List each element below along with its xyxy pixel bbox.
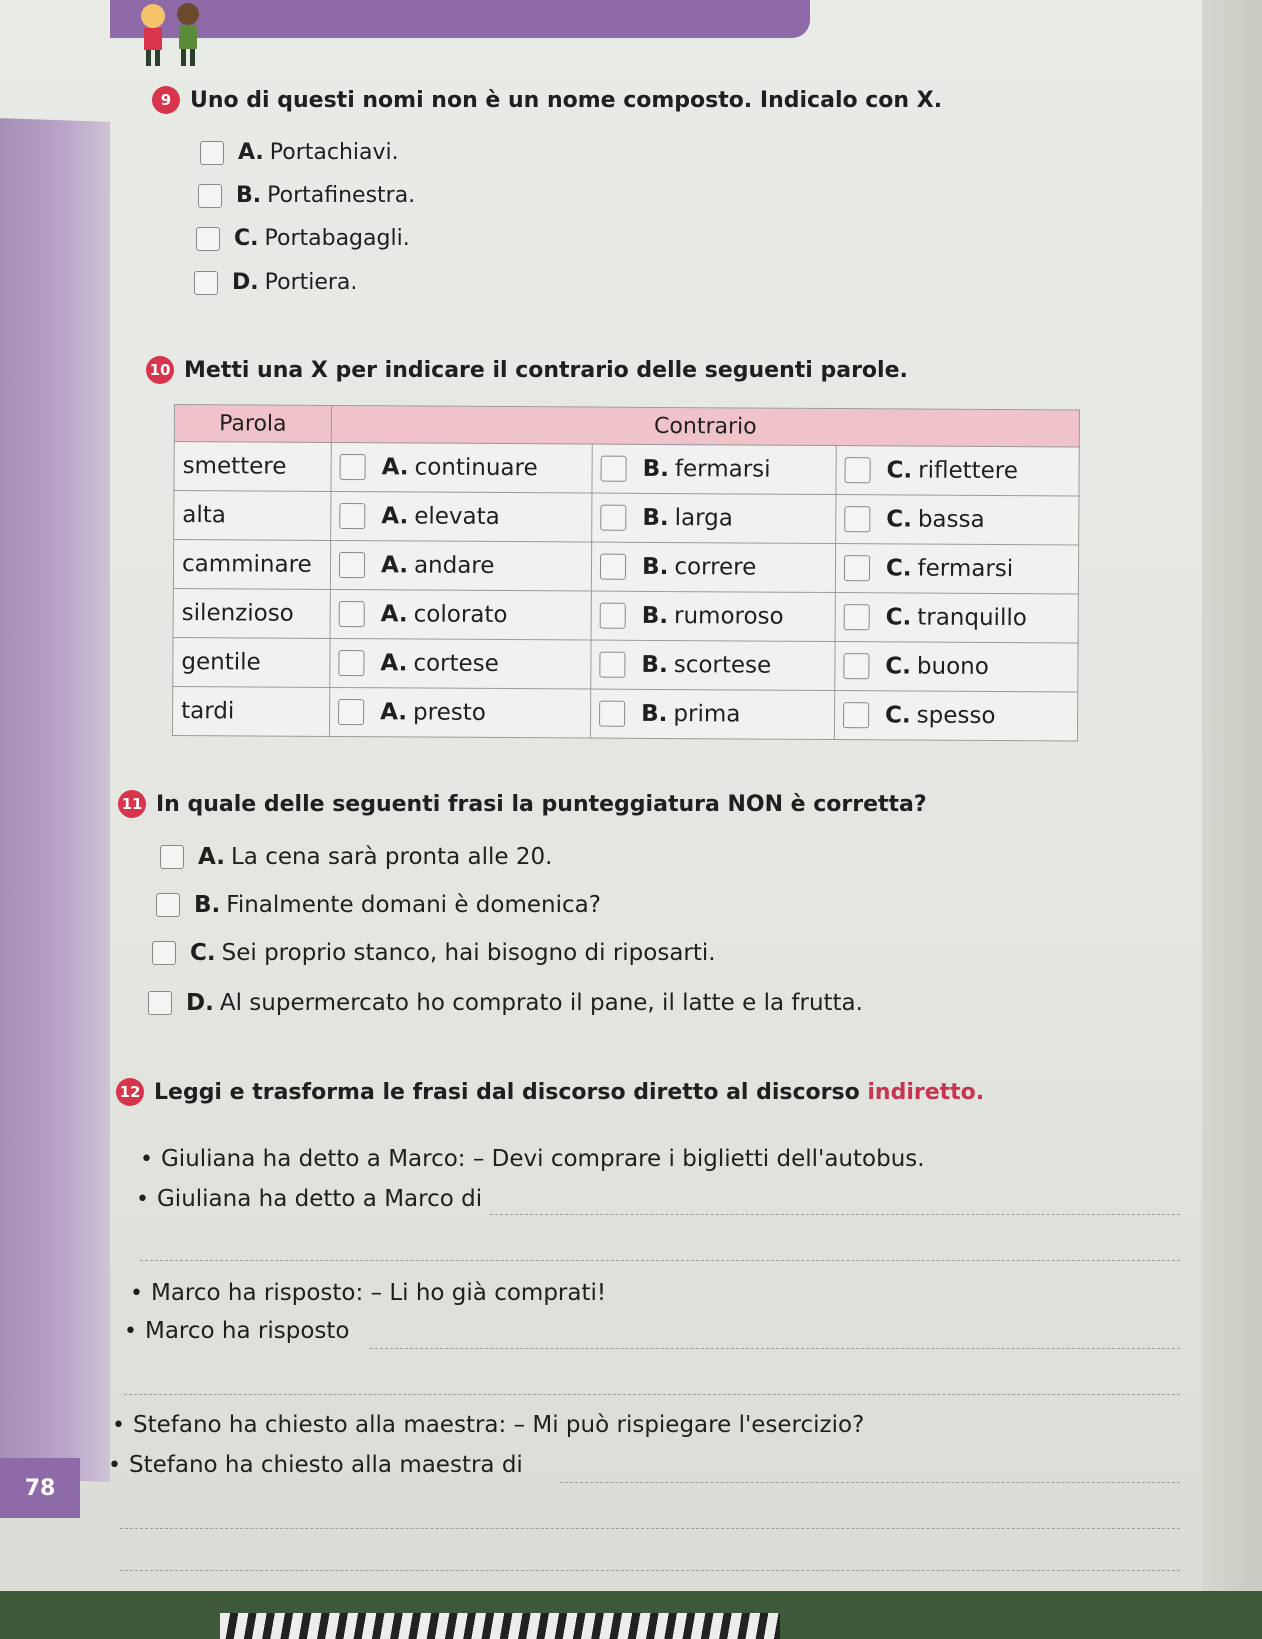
children-illustration-icon	[128, 0, 218, 70]
q11-option-b: B. Finalmente domani è domenica?	[156, 892, 601, 918]
opposite-option-b: B. prima	[591, 689, 835, 739]
q11-heading	[118, 790, 927, 818]
opposite-option-b: B. rumoroso	[591, 591, 835, 641]
q11-option-c: C. Sei proprio stanco, hai bisogno di riposarti.	[152, 940, 716, 966]
checkbox[interactable]	[338, 699, 364, 725]
checkbox[interactable]	[601, 456, 627, 482]
opposite-option-c: C. tranquillo	[835, 593, 1078, 643]
q12-item1-start: • Giuliana ha detto a Marco di	[136, 1186, 482, 1212]
checkbox[interactable]	[844, 555, 870, 581]
checkbox[interactable]	[340, 454, 366, 480]
row-word: silenzioso	[173, 588, 330, 638]
opposite-option-b: B. correre	[591, 542, 835, 592]
bottom-zebra-pattern	[220, 1613, 780, 1639]
q12-heading	[116, 1078, 984, 1106]
q12-number-badge: 12	[116, 1078, 144, 1106]
opposite-option-a: A. colorato	[330, 589, 591, 640]
opposite-option-a: A. cortese	[330, 638, 591, 689]
checkbox[interactable]	[600, 505, 626, 531]
row-word: smettere	[174, 442, 331, 492]
checkbox[interactable]	[156, 893, 180, 917]
checkbox[interactable]	[194, 271, 218, 295]
q9-option-c: C. Portabagagli.	[196, 226, 410, 251]
row-word: camminare	[173, 540, 330, 590]
opposite-option-c: C. buono	[835, 642, 1078, 692]
q9-option-d: D. Portiera.	[194, 270, 357, 295]
opposite-option-a: A. presto	[329, 687, 590, 738]
checkbox[interactable]	[200, 141, 224, 165]
answer-line[interactable]	[560, 1482, 1180, 1483]
checkbox[interactable]	[600, 554, 626, 580]
q11-prompt: In quale delle seguenti frasi la punteggiatura NON è corretta?	[156, 791, 927, 817]
table-row	[172, 686, 1077, 741]
opposite-option-c: C. bassa	[836, 495, 1079, 545]
row-word: alta	[174, 491, 331, 541]
table-row	[173, 540, 1078, 595]
q10-number-badge: 10	[146, 356, 174, 384]
opposite-option-a: A. andare	[330, 540, 591, 591]
checkbox[interactable]	[599, 652, 625, 678]
q9-heading	[152, 86, 942, 114]
answer-line[interactable]	[124, 1394, 1180, 1395]
opposite-option-a: A. elevata	[331, 491, 592, 542]
answer-line[interactable]	[140, 1260, 1180, 1261]
q12-item1-direct: • Giuliana ha detto a Marco: – Devi comprare i biglietti dell'autobus.	[140, 1146, 925, 1172]
opposite-option-b: B. fermarsi	[592, 444, 836, 494]
checkbox[interactable]	[338, 650, 364, 676]
opposite-option-a: A. continuare	[331, 442, 592, 493]
checkbox[interactable]	[196, 227, 220, 251]
opposite-option-b: B. scortese	[591, 640, 835, 690]
page-number: 78	[0, 1458, 80, 1518]
checkbox[interactable]	[600, 603, 626, 629]
opposite-option-c: C. spesso	[834, 691, 1077, 741]
q11-number-badge: 11	[118, 790, 146, 818]
q9-number-badge: 9	[152, 86, 180, 114]
left-decorative-strip	[0, 118, 110, 1482]
q12-item2-direct: • Marco ha risposto: – Li ho già comprati!	[130, 1280, 606, 1306]
checkbox[interactable]	[152, 941, 176, 965]
checkbox[interactable]	[843, 653, 869, 679]
header-parola: Parola	[174, 405, 331, 443]
opposite-option-c: C. fermarsi	[835, 544, 1078, 594]
answer-line[interactable]	[120, 1570, 1180, 1571]
opposite-option-b: B. larga	[592, 493, 836, 543]
q9-option-a: A. Portachiavi.	[200, 140, 399, 165]
row-word: tardi	[172, 686, 329, 736]
q12-item3-direct: • Stefano ha chiesto alla maestra: – Mi può rispiegare l'esercizio?	[112, 1412, 864, 1438]
table-row	[174, 442, 1079, 497]
q10-heading	[146, 356, 908, 384]
answer-line[interactable]	[120, 1528, 1180, 1529]
checkbox[interactable]	[844, 604, 870, 630]
checkbox[interactable]	[844, 457, 870, 483]
q11-option-a: A. La cena sarà pronta alle 20.	[160, 844, 552, 870]
page-edge	[1202, 0, 1262, 1639]
q10-prompt: Metti una X per indicare il contrario delle seguenti parole.	[184, 357, 908, 383]
q12-item2-start: • Marco ha risposto	[124, 1318, 349, 1344]
q12-item3-start: • Stefano ha chiesto alla maestra di	[108, 1452, 523, 1478]
checkbox[interactable]	[599, 701, 625, 727]
checkbox[interactable]	[148, 991, 172, 1015]
row-word: gentile	[173, 637, 330, 687]
q9-prompt: Uno di questi nomi non è un nome composto. Indicalo con X.	[190, 87, 943, 113]
q12-prompt: Leggi e trasforma le frasi dal discorso diretto al discorso indiretto.	[154, 1079, 985, 1105]
opposite-option-c: C. riflettere	[836, 446, 1079, 496]
checkbox[interactable]	[339, 552, 365, 578]
header-contrario: Contrario	[331, 405, 1079, 447]
q11-option-d: D. Al supermercato ho comprato il pane, il latte e la frutta.	[148, 990, 863, 1016]
answer-line[interactable]	[370, 1348, 1180, 1349]
checkbox[interactable]	[339, 601, 365, 627]
checkbox[interactable]	[843, 702, 869, 728]
q9-option-b: B. Portafinestra.	[198, 183, 415, 208]
answer-line[interactable]	[490, 1214, 1180, 1215]
table-row	[173, 588, 1078, 643]
checkbox[interactable]	[160, 845, 184, 869]
checkbox[interactable]	[198, 184, 222, 208]
opposites-table	[172, 404, 1080, 742]
checkbox[interactable]	[339, 503, 365, 529]
checkbox[interactable]	[844, 506, 870, 532]
table-row	[174, 491, 1079, 546]
table-row	[173, 637, 1078, 692]
